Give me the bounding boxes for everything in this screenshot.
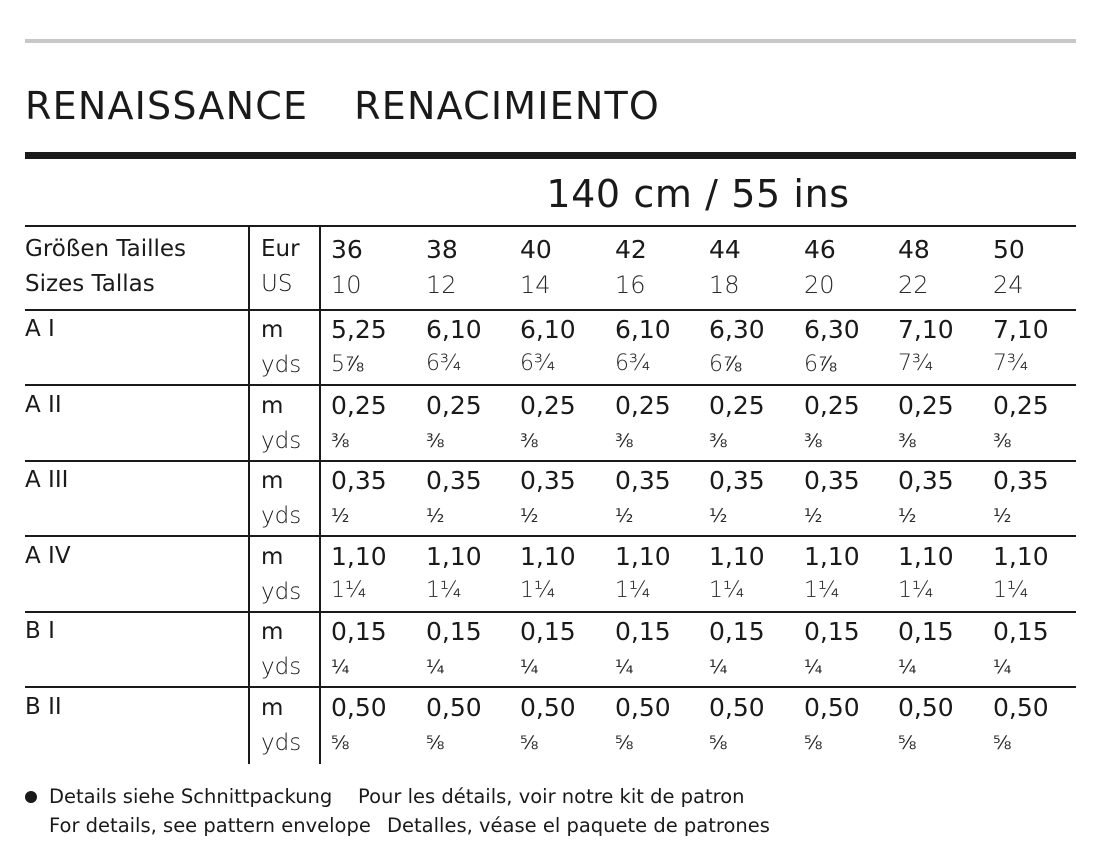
bullet-icon (25, 791, 37, 803)
yards-value: ⅝ (709, 732, 728, 754)
metric-value: 0,50 (709, 693, 765, 722)
yards-value: 6⅞ (804, 352, 837, 377)
unit-imperial: yds (261, 579, 302, 605)
metric-value: 6,10 (615, 315, 671, 344)
title-renacimiento: RENACIMIENTO (354, 84, 661, 128)
yards-value: ⅝ (426, 732, 445, 754)
metric-value: 6,30 (709, 315, 765, 344)
metric-value: 0,50 (331, 693, 387, 722)
yards-value: 6¾ (426, 351, 462, 376)
yards-value: ¼ (804, 656, 823, 678)
row-label: A I (25, 316, 55, 342)
yards-value: ⅜ (898, 430, 917, 452)
metric-value: 0,35 (615, 466, 671, 495)
metric-value: 0,15 (898, 617, 954, 646)
fabric-width-heading: 140 cm / 55 ins (546, 172, 850, 216)
metric-value: 1,10 (520, 542, 576, 571)
metric-value: 0,25 (804, 391, 860, 420)
yards-value: ½ (804, 505, 823, 527)
metric-value: 1,10 (898, 542, 954, 571)
yards-value: ⅝ (898, 732, 917, 754)
top-divider (25, 39, 1076, 43)
yards-value: ¼ (520, 656, 539, 678)
metric-value: 0,15 (993, 617, 1049, 646)
metric-value: 1,10 (426, 542, 482, 571)
yards-value: ¼ (898, 656, 917, 678)
yards-value: 6⅞ (709, 352, 742, 377)
metric-value: 6,10 (520, 315, 576, 344)
metric-value: 1,10 (615, 542, 671, 571)
row-rule (25, 686, 1076, 688)
yards-value: ½ (615, 505, 634, 527)
unit-imperial: yds (261, 428, 302, 454)
metric-value: 0,25 (520, 391, 576, 420)
yards-value: ⅜ (615, 430, 634, 452)
yards-value: ½ (426, 505, 445, 527)
size-eur: 46 (804, 235, 836, 264)
yards-value: ⅜ (709, 430, 728, 452)
yards-value: ¼ (993, 656, 1012, 678)
yards-value: 6¾ (615, 351, 651, 376)
footer-de: Details siehe Schnittpackung (49, 785, 333, 808)
yards-value: 1¼ (709, 578, 745, 603)
yards-value: 7¾ (898, 351, 934, 376)
unit-imperial: yds (261, 503, 302, 529)
metric-value: 0,35 (709, 466, 765, 495)
yards-value: ½ (898, 505, 917, 527)
metric-value: 0,25 (426, 391, 482, 420)
yards-value: ⅜ (804, 430, 823, 452)
yards-value: 1¼ (331, 578, 367, 603)
row-label: A II (25, 392, 62, 418)
size-us: 10 (331, 271, 362, 299)
metric-value: 1,10 (331, 542, 387, 571)
unit-metric: m (261, 695, 284, 721)
unit-metric: m (261, 393, 284, 419)
size-eur: 50 (993, 235, 1025, 264)
row-rule (25, 611, 1076, 613)
metric-value: 0,50 (804, 693, 860, 722)
size-us: 22 (898, 271, 929, 299)
yards-value: 1¼ (993, 578, 1029, 603)
yards-value: ⅝ (520, 732, 539, 754)
row-rule (25, 384, 1076, 386)
yards-value: ¼ (709, 656, 728, 678)
size-us: 20 (804, 271, 835, 299)
yards-value: ⅝ (804, 732, 823, 754)
yards-value: ½ (709, 505, 728, 527)
row-rule (25, 535, 1076, 537)
size-eur: 42 (615, 235, 647, 264)
metric-value: 0,35 (898, 466, 954, 495)
metric-value: 5,25 (331, 315, 387, 344)
yards-value: ½ (993, 505, 1012, 527)
title-renaissance: RENAISSANCE (25, 84, 309, 128)
size-eur: 40 (520, 235, 552, 264)
yards-value: 7¾ (993, 351, 1029, 376)
metric-value: 0,15 (804, 617, 860, 646)
size-us: 16 (615, 271, 646, 299)
metric-value: 0,25 (331, 391, 387, 420)
metric-value: 0,25 (993, 391, 1049, 420)
metric-value: 7,10 (993, 315, 1049, 344)
size-eur: 48 (898, 235, 930, 264)
metric-value: 0,50 (993, 693, 1049, 722)
metric-value: 0,50 (898, 693, 954, 722)
yards-value: ⅜ (331, 430, 350, 452)
unit-imperial: yds (261, 352, 302, 378)
unit-imperial: yds (261, 730, 302, 756)
metric-value: 0,25 (898, 391, 954, 420)
unit-us: US (261, 271, 293, 297)
size-label-de-fr: Größen Tailles (25, 236, 187, 262)
metric-value: 0,35 (804, 466, 860, 495)
header-top-rule (25, 225, 1076, 227)
unit-metric: m (261, 468, 284, 494)
yards-value: 1¼ (898, 578, 934, 603)
yards-value: 1¼ (520, 578, 556, 603)
metric-value: 0,15 (426, 617, 482, 646)
yards-value: ½ (331, 505, 350, 527)
size-eur: 38 (426, 235, 458, 264)
yards-value: 1¼ (615, 578, 651, 603)
unit-metric: m (261, 619, 284, 645)
metric-value: 6,30 (804, 315, 860, 344)
page-title (25, 84, 660, 136)
row-label: A IV (25, 543, 71, 569)
metric-value: 0,15 (615, 617, 671, 646)
size-us: 24 (993, 271, 1024, 299)
unit-eur: Eur (261, 236, 300, 262)
metric-value: 1,10 (993, 542, 1049, 571)
label-column-divider (248, 226, 250, 764)
yards-value: 1¼ (426, 578, 462, 603)
row-rule (25, 460, 1076, 462)
metric-value: 0,35 (426, 466, 482, 495)
row-label: B II (25, 694, 62, 720)
yards-value: ¼ (615, 656, 634, 678)
metric-value: 0,15 (709, 617, 765, 646)
size-eur: 36 (331, 235, 363, 264)
yards-value: ¼ (426, 656, 445, 678)
metric-value: 1,10 (709, 542, 765, 571)
yards-value: ⅜ (520, 430, 539, 452)
yards-value: ¼ (331, 656, 350, 678)
yards-value: ⅜ (426, 430, 445, 452)
metric-value: 0,25 (615, 391, 671, 420)
row-label: B I (25, 618, 55, 644)
metric-value: 0,15 (520, 617, 576, 646)
footer-es: Detalles, véase el paquete de patrones (387, 814, 770, 837)
yards-value: 5⅞ (331, 352, 364, 377)
yards-value: 6¾ (520, 351, 556, 376)
yards-value: 1¼ (804, 578, 840, 603)
metric-value: 0,50 (426, 693, 482, 722)
metric-value: 1,10 (804, 542, 860, 571)
row-label: A III (25, 467, 69, 493)
size-label-en-es: Sizes Tallas (25, 271, 155, 297)
unit-column-divider (319, 226, 321, 764)
size-us: 14 (520, 271, 551, 299)
metric-value: 0,50 (615, 693, 671, 722)
size-us: 12 (426, 271, 457, 299)
metric-value: 0,25 (709, 391, 765, 420)
footer-en: For details, see pattern envelope (49, 814, 371, 837)
yards-value: ⅜ (993, 430, 1012, 452)
metric-value: 0,15 (331, 617, 387, 646)
header-bottom-rule (25, 309, 1076, 311)
unit-imperial: yds (261, 654, 302, 680)
metric-value: 6,10 (426, 315, 482, 344)
metric-value: 0,35 (331, 466, 387, 495)
yards-value: ⅝ (331, 732, 350, 754)
title-divider (25, 152, 1076, 159)
yards-value: ⅝ (993, 732, 1012, 754)
metric-value: 0,35 (520, 466, 576, 495)
yards-value: ⅝ (615, 732, 634, 754)
metric-value: 0,50 (520, 693, 576, 722)
metric-value: 7,10 (898, 315, 954, 344)
size-us: 18 (709, 271, 740, 299)
unit-metric: m (261, 317, 284, 343)
footer-fr: Pour les détails, voir notre kit de patron (358, 785, 745, 808)
size-eur: 44 (709, 235, 741, 264)
metric-value: 0,35 (993, 466, 1049, 495)
yards-value: ½ (520, 505, 539, 527)
unit-metric: m (261, 544, 284, 570)
